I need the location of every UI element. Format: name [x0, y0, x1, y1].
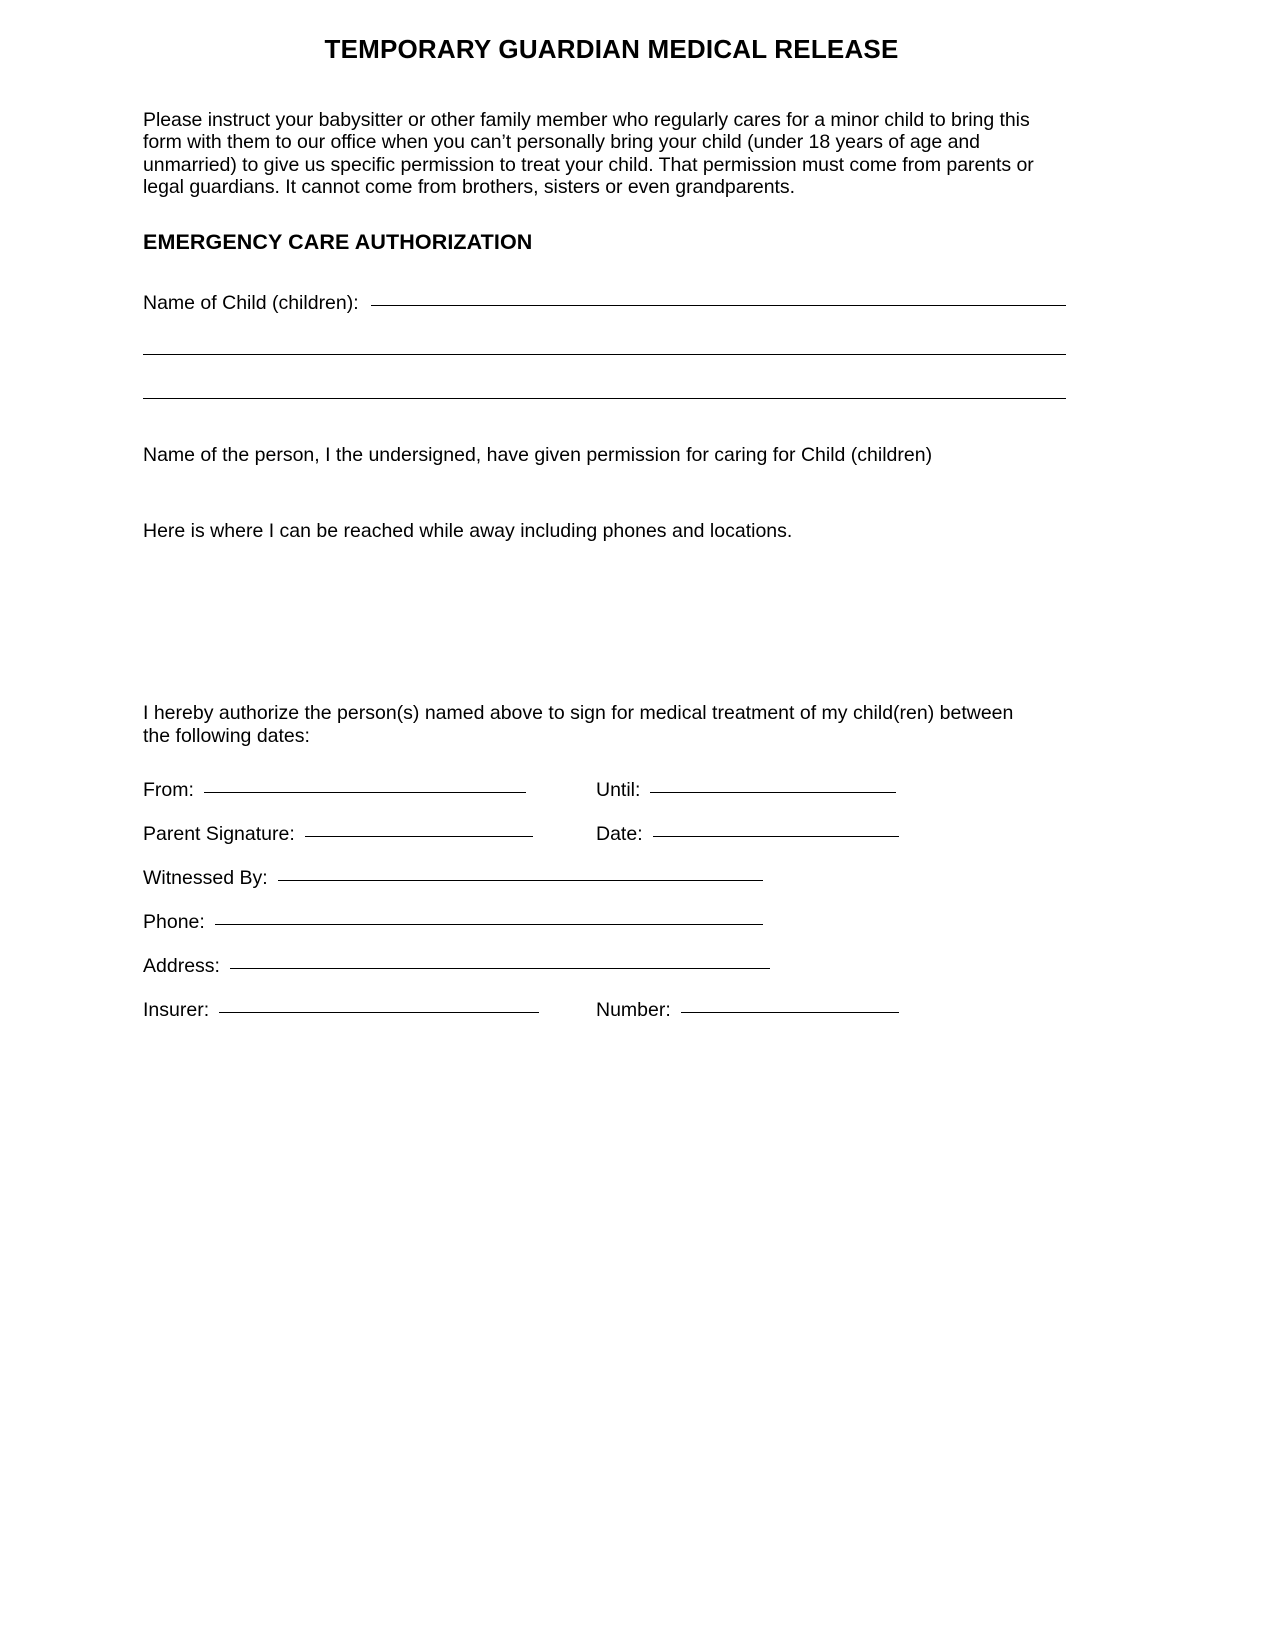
phone-input-rule[interactable] — [215, 924, 763, 925]
insurer-input-rule[interactable] — [219, 1012, 539, 1013]
document-content — [143, 0, 1066, 1043]
witnessed-by-label: Witnessed By: — [143, 867, 268, 890]
child-name-input-rule[interactable] — [371, 305, 1066, 306]
address-input-rule[interactable] — [230, 968, 770, 969]
address-row — [143, 955, 1066, 977]
number-label: Number: — [596, 999, 671, 1022]
from-field — [143, 779, 572, 801]
signature-date-row — [143, 823, 1066, 845]
address-label: Address: — [143, 955, 220, 978]
phone-label: Phone: — [143, 911, 205, 934]
child-name-row — [143, 255, 1066, 314]
date-label: Date: — [596, 823, 643, 846]
parent-signature-field — [143, 823, 572, 845]
page-title: TEMPORARY GUARDIAN MEDICAL RELEASE — [324, 34, 899, 64]
until-field — [596, 779, 896, 801]
child-name-label: Name of Child (children): — [143, 292, 359, 315]
witnessed-by-input-rule[interactable] — [278, 880, 763, 881]
insurer-label: Insurer: — [143, 999, 210, 1022]
date-input-rule[interactable] — [653, 836, 899, 837]
parent-signature-label: Parent Signature: — [143, 823, 295, 846]
until-input-rule[interactable] — [650, 792, 896, 793]
until-label: Until: — [596, 779, 641, 802]
permission-statement: Name of the person, I the undersigned, have given permission for caring for Child (children) — [143, 444, 933, 467]
intro-paragraph: Please instruct your babysitter or other family member who regularly cares for a minor child to bring this form with them to our office when you can’t personally bring your child (under 18 years of age and unmarried) to give us specific permission to treat your child. That permission must come from parents or legal guardians. It cannot come from brothers, sisters or even grandparents. — [143, 108, 1034, 199]
date-field — [596, 823, 899, 845]
from-until-row — [143, 779, 1066, 801]
insurer-number-row — [143, 999, 1066, 1021]
child-name-input-rule-2[interactable] — [143, 354, 1066, 355]
authorization-paragraph: I hereby authorize the person(s) named above to sign for medical treatment of my child(ren) between the following dates: — [143, 702, 1014, 748]
from-input-rule[interactable] — [204, 792, 526, 793]
contact-while-away-statement: Here is where I can be reached while away including phones and locations. — [143, 520, 793, 543]
parent-signature-input-rule[interactable] — [305, 836, 533, 837]
number-input-rule[interactable] — [681, 1012, 899, 1013]
section-heading-emergency-care-authorization: EMERGENCY CARE AUTHORIZATION — [143, 229, 533, 254]
signature-fields-block — [143, 748, 1066, 1021]
number-field — [596, 999, 899, 1021]
phone-row — [143, 911, 1066, 933]
from-label: From: — [143, 779, 194, 802]
insurer-field — [143, 999, 572, 1021]
witnessed-by-row — [143, 867, 1066, 889]
